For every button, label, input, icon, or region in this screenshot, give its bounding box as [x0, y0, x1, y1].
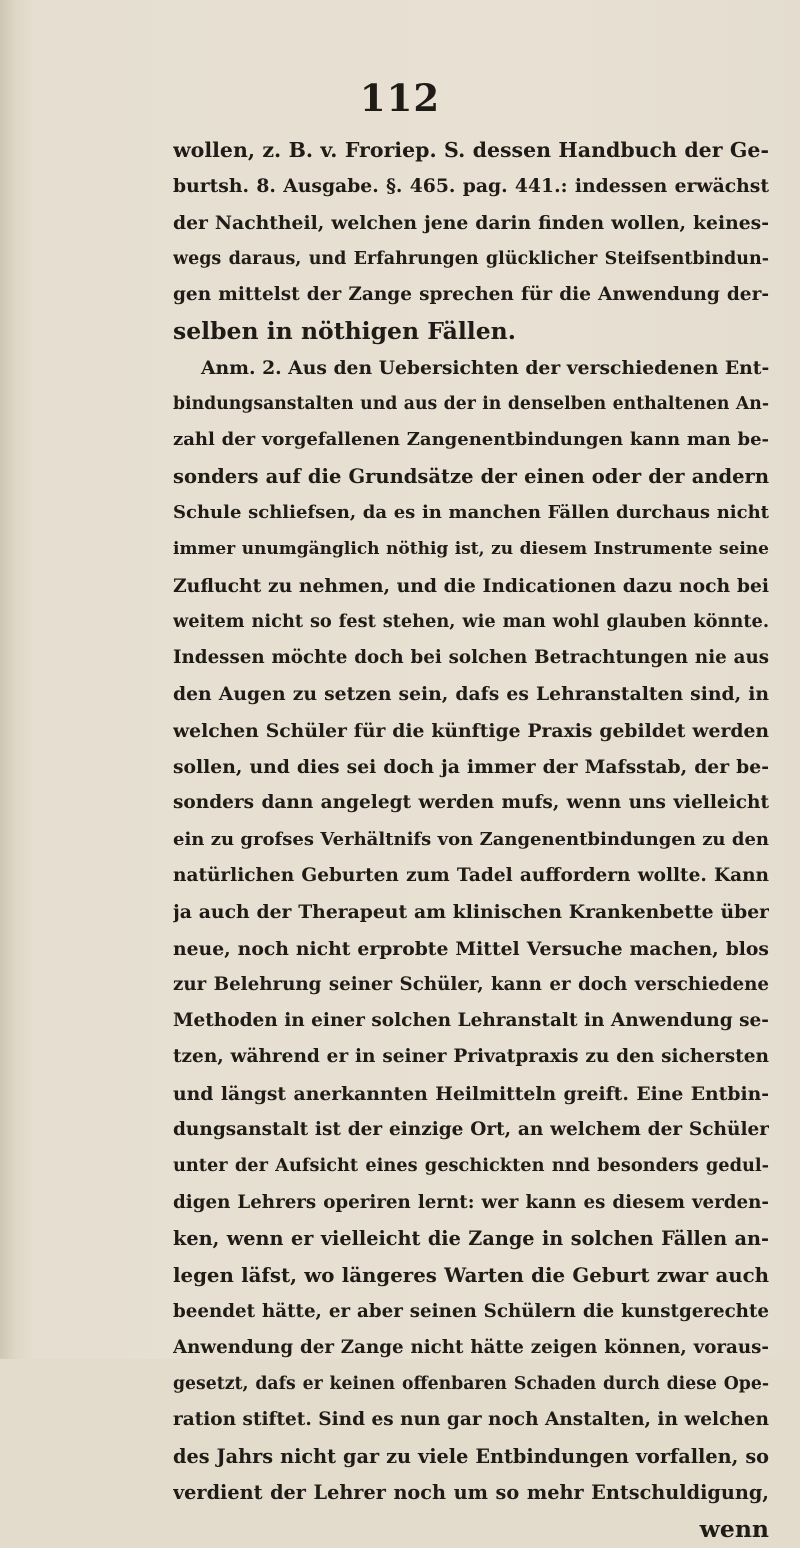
text-line: sollen, und dies sei doch ja immer der Mafsstab, der be- [173, 756, 769, 779]
text-line: Methoden in einer solchen Lehranstalt in Anwendung se- [173, 1010, 769, 1032]
text-line: und längst anerkannten Heilmitteln greift. Eine Entbin- [173, 1082, 769, 1105]
text-line: der Nachtheil, welchen jene darin finden wollen, keines- [173, 211, 769, 234]
text-line: gesetzt, dafs er keinen offenbaren Schaden durch diese Ope- [173, 1374, 769, 1395]
text-line: den Augen zu setzen sein, dafs es Lehranstalten sind, in [173, 683, 769, 706]
note-heading-line: Anm. 2. Aus den Uebersichten der verschiedenen Ent- [201, 356, 769, 379]
text-line: digen Lehrers operiren lernt: wer kann es diesem verden- [173, 1191, 769, 1213]
text-line: sonders auf die Grundsätze der einen oder der andern [173, 464, 769, 488]
text-line: gen mittelst der Zange sprechen für die Anwendung der- [173, 284, 769, 306]
text-line: Anwendung der Zange nicht hätte zeigen können, voraus- [173, 1336, 769, 1358]
text-line: legen läfst, wo längeres Warten die Geburt zwar auch [173, 1263, 769, 1288]
text-line: sonders dann angelegt werden mufs, wenn uns vielleicht [173, 792, 769, 814]
text-line: unter der Aufsicht eines geschickten nnd besonders gedul- [173, 1155, 769, 1177]
page-number: 112 [359, 76, 441, 120]
text-line: dungsanstalt ist der einzige Ort, an welchem der Schüler [173, 1119, 769, 1141]
text-line: selben in nöthigen Fällen. [173, 317, 516, 346]
text-line: Schule schliefsen, da es in manchen Fällen durchaus nicht [173, 501, 769, 523]
text-line: ken, wenn er vielleicht die Zange in solchen Fällen an- [173, 1226, 769, 1250]
catchword: wenn [699, 1515, 769, 1544]
text-line: welchen Schüler für die künftige Praxis gebildet werden [173, 719, 769, 742]
text-line: beendet hätte, er aber seinen Schülern die kunstgerechte [173, 1300, 769, 1322]
text-line: ein zu grofses Verhältnifs von Zangenentbindungen zu den [173, 828, 769, 850]
text-line: burtsh. 8. Ausgabe. §. 465. pag. 441.: indessen erwächst [173, 175, 769, 198]
text-line: tzen, während er in seiner Privatpraxis zu den sichersten [173, 1046, 769, 1068]
text-line: Zuflucht zu nehmen, und die Indicationen dazu noch bei [173, 574, 769, 597]
text-line: immer unumgänglich nöthig ist, zu diesem Instrumente seine [173, 539, 769, 560]
text-line: natürlichen Geburten zum Tadel auffordern wollte. Kann [173, 864, 769, 886]
text-line: weitem nicht so fest stehen, wie man wohl glauben könnte. [173, 610, 769, 632]
text-line: wegs daraus, und Erfahrungen glücklicher Steifsentbindun- [173, 248, 769, 269]
text-line: wollen, z. B. v. Froriep. S. dessen Handbuch der Ge- [173, 138, 769, 162]
text-line: Indessen möchte doch bei solchen Betrachtungen nie aus [173, 647, 769, 669]
text-line: des Jahrs nicht gar zu viele Entbindungen vorfallen, so [173, 1444, 769, 1468]
text-line: ration stiftet. Sind es nun gar noch Anstalten, in welchen [173, 1409, 769, 1431]
text-line: verdient der Lehrer noch um so mehr Entschuldigung, [173, 1480, 769, 1504]
text-line: neue, noch nicht erprobte Mittel Versuche machen, blos [173, 937, 769, 960]
text-line: ja auch der Therapeut am klinischen Krankenbette über [173, 901, 769, 924]
body-text [173, 132, 769, 1548]
text-line: bindungsanstalten und aus der in denselben enthaltenen An- [173, 394, 769, 415]
text-line: zur Belehrung seiner Schüler, kann er doch verschiedene [173, 973, 769, 995]
text-line: zahl der vorgefallenen Zangenentbindungen kann man be- [173, 429, 769, 451]
